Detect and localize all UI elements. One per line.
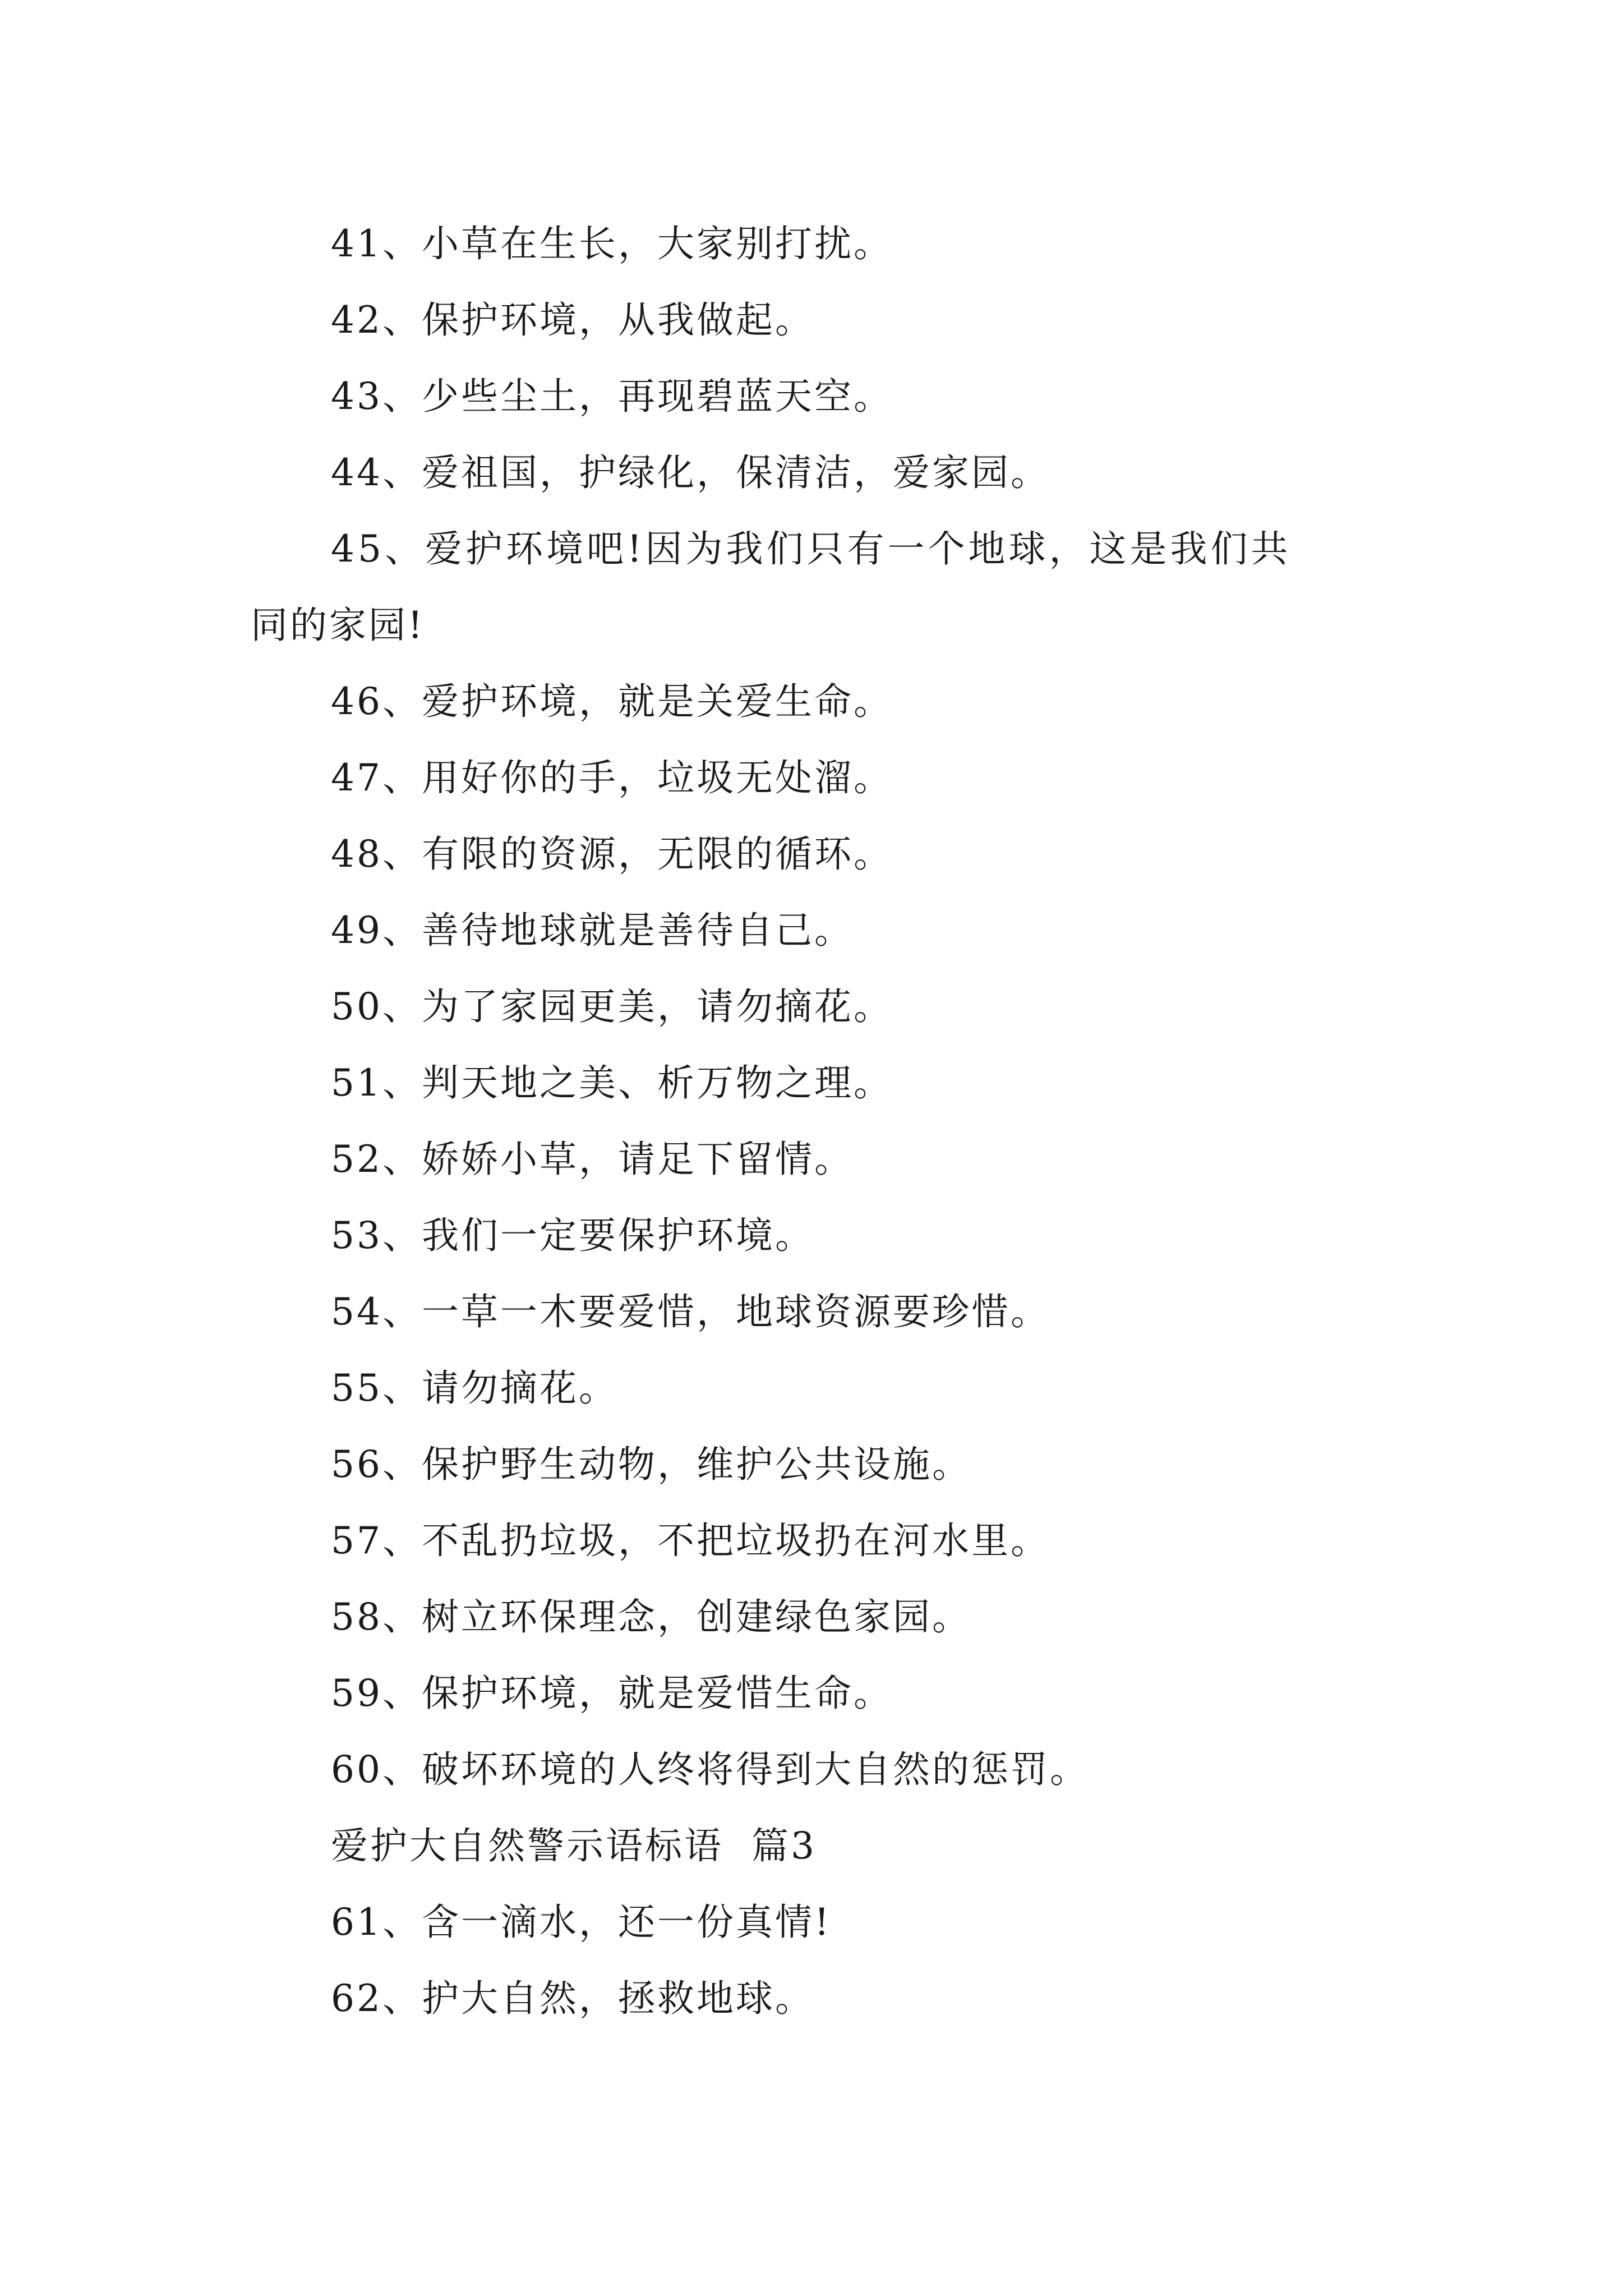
slogan-62: 62、护大自然，拯救地球。 — [331, 1977, 814, 2020]
slogan-45-continued: 同的家园! — [251, 604, 425, 647]
slogan-41: 41、小草在生长，大家别打扰。 — [331, 222, 893, 265]
slogan-44: 44、爱祖国，护绿化，保清洁，爱家园。 — [331, 451, 1050, 494]
slogan-48: 48、有限的资源，无限的循环。 — [331, 832, 893, 876]
slogan-58: 58、树立环保理念，创建绿色家园。 — [331, 1595, 971, 1639]
slogan-57: 57、不乱扔垃圾，不把垃圾扔在河水里。 — [331, 1519, 1050, 1562]
slogan-42: 42、保护环境，从我做起。 — [331, 298, 814, 342]
slogan-60: 60、破坏环境的人终将得到大自然的惩罚。 — [331, 1748, 1089, 1791]
slogan-59: 59、保护环境，就是爱惜生命。 — [331, 1672, 893, 1715]
slogan-54: 54、一草一木要爱惜，地球资源要珍惜。 — [331, 1290, 1050, 1333]
slogan-51: 51、判天地之美、析万物之理。 — [331, 1061, 893, 1105]
slogan-55: 55、请勿摘花。 — [331, 1366, 618, 1410]
slogan-49: 49、善待地球就是善待自己。 — [331, 909, 854, 952]
slogan-47: 47、用好你的手，垃圾无处溜。 — [331, 756, 893, 799]
section-heading: 爱护大自然警示语标语 篇3 — [331, 1824, 817, 1867]
slogan-53: 53、我们一定要保护环境。 — [331, 1214, 814, 1257]
slogan-50: 50、为了家园更美，请勿摘花。 — [331, 985, 893, 1028]
slogan-61: 61、含一滴水，还一份真情! — [331, 1901, 832, 1944]
slogan-45: 45、爱护环境吧!因为我们只有一个地球，这是我们共 — [331, 527, 1292, 570]
slogan-56: 56、保护野生动物，维护公共设施。 — [331, 1443, 971, 1486]
slogan-43: 43、少些尘土，再现碧蓝天空。 — [331, 375, 893, 418]
slogan-46: 46、爱护环境，就是关爱生命。 — [331, 680, 893, 723]
slogan-52: 52、娇娇小草，请足下留情。 — [331, 1138, 854, 1181]
